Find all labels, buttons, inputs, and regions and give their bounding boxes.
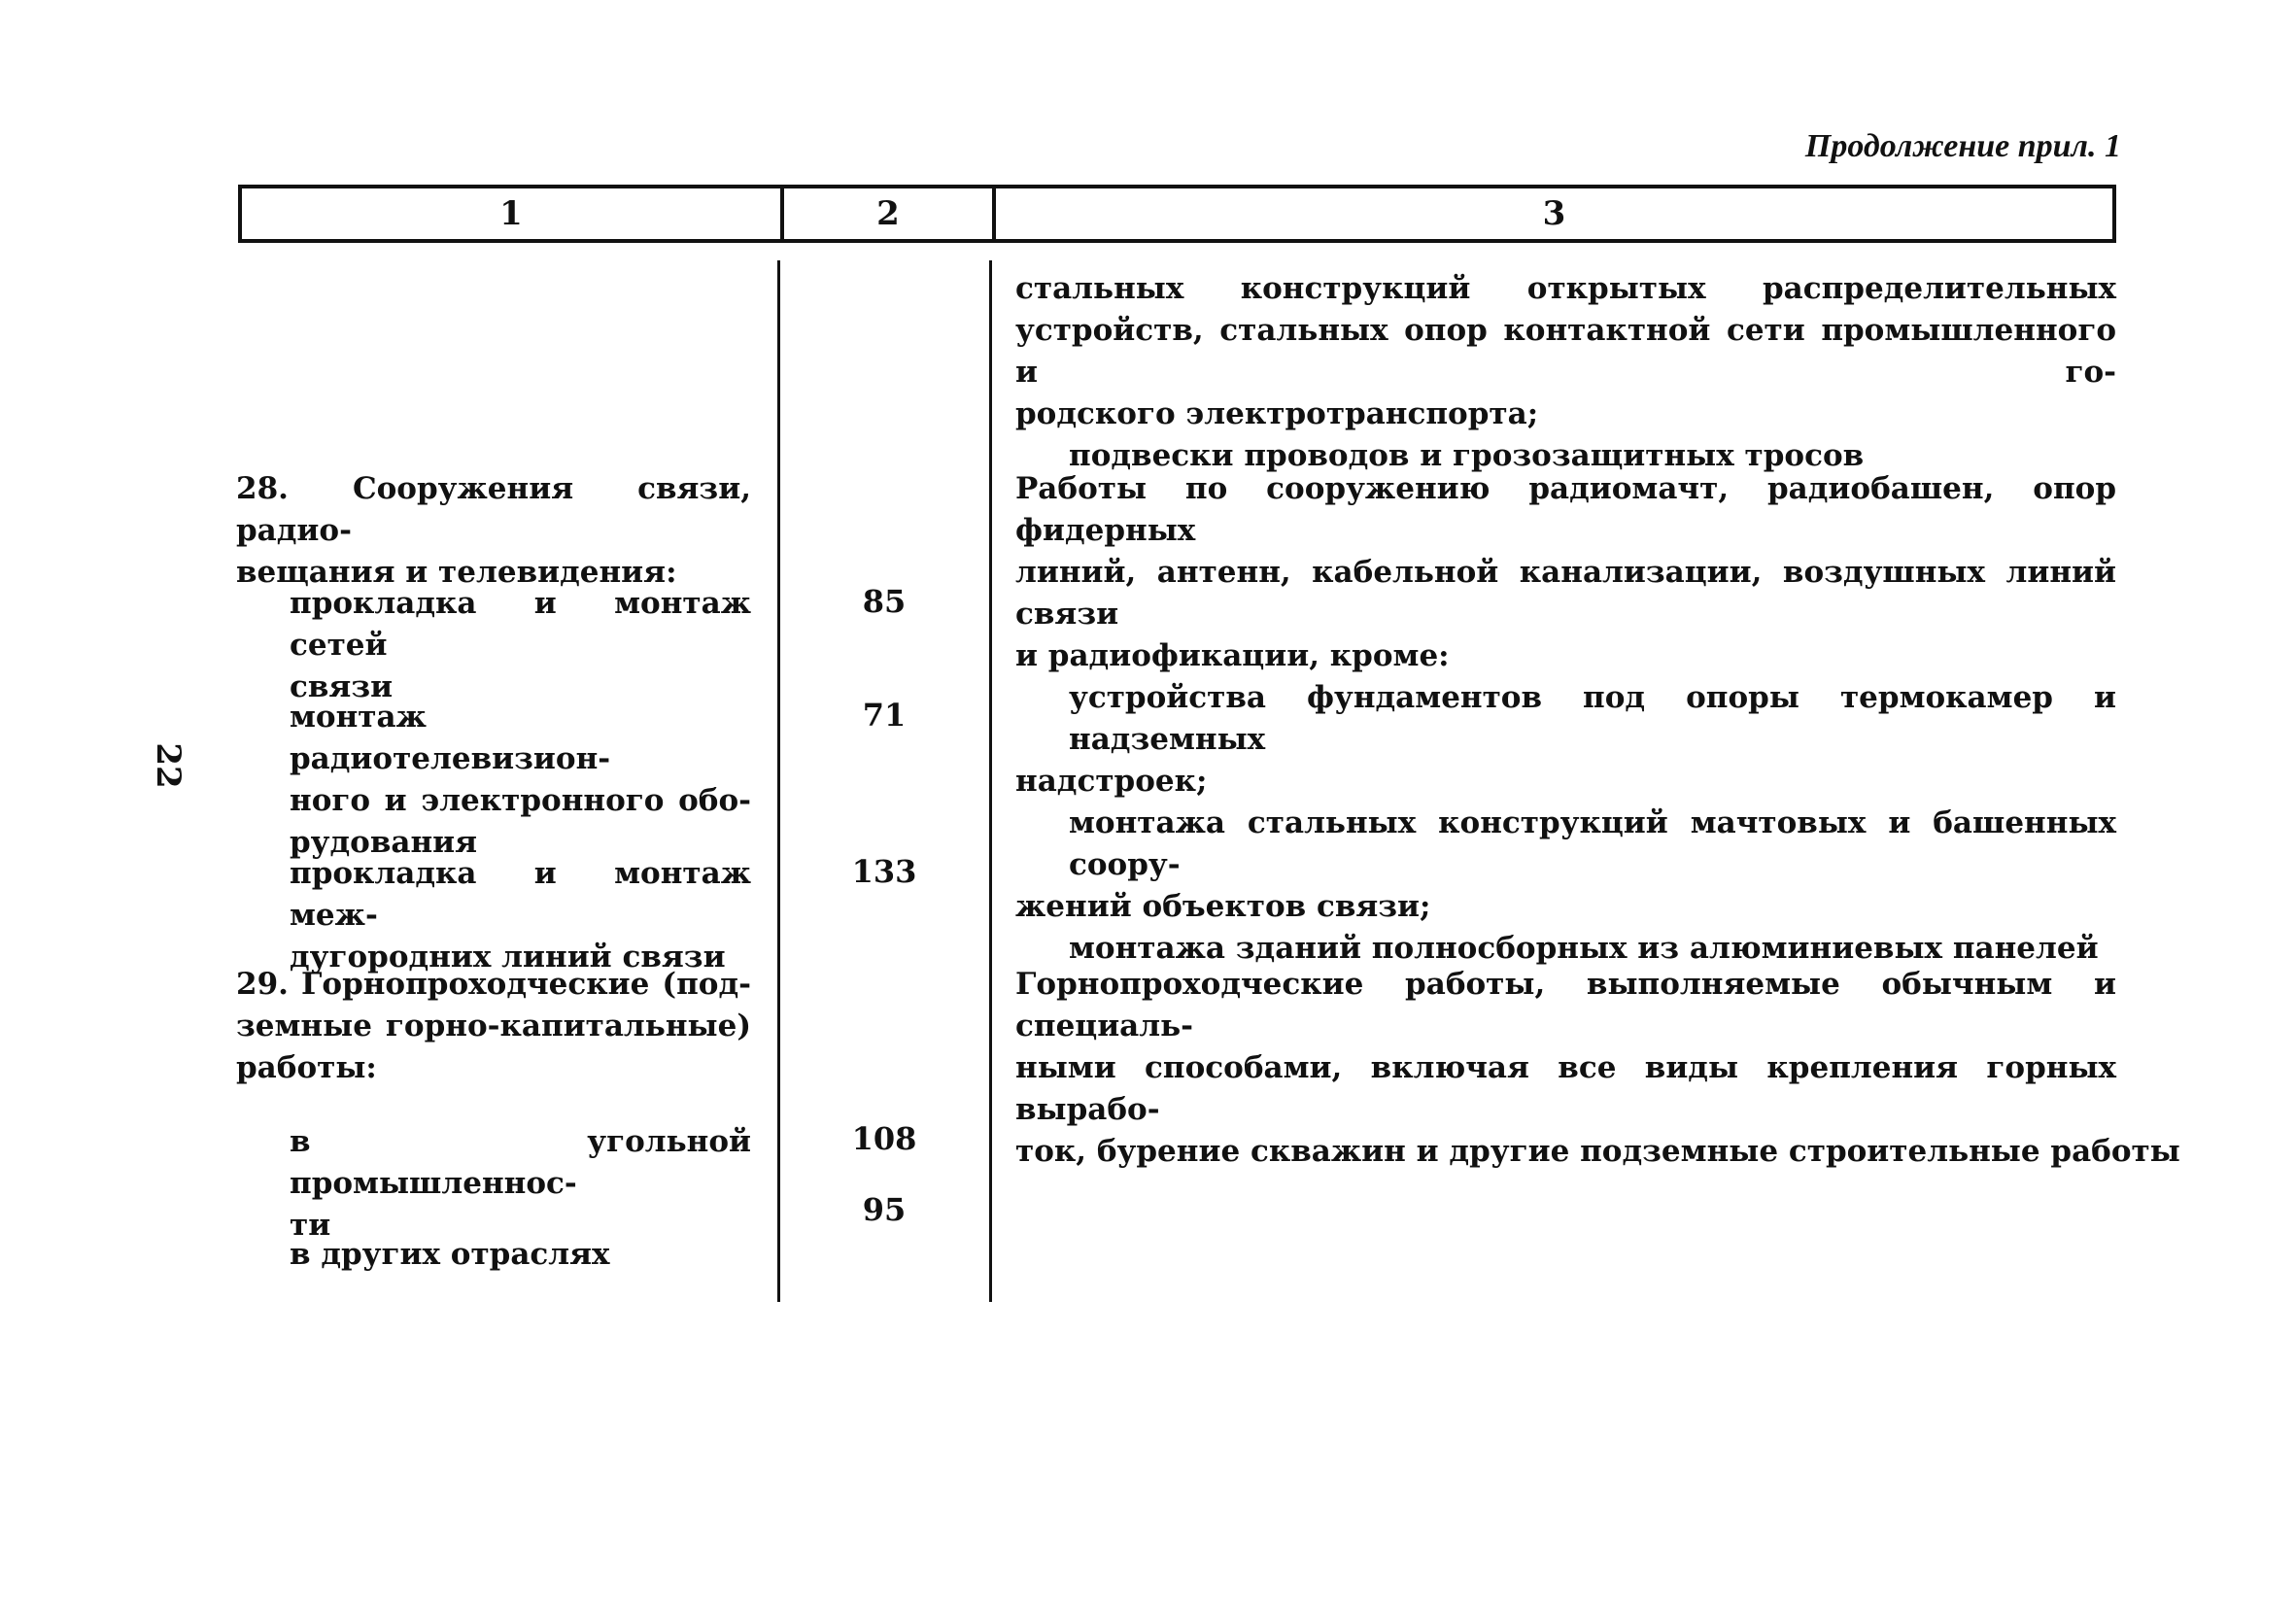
item-29-desc-line-1: Горнопроходческие работы, выполняемые обычным и специаль- [1015,967,2116,1043]
item-29-sub-1 [290,1121,751,1247]
item-28-desc-line-3: и радиофикации, кроме: [1015,638,1450,673]
item-28-sub-2-value: 71 [862,697,907,734]
item-29-desc-line-3: ток, бурение скважин и другие подземные строительные работы [1015,1134,2180,1169]
item-28-desc-line-5: надстроек; [1015,764,1208,799]
item-28-sub-1-line-1: прокладка и монтаж сетей [290,586,751,663]
column-divider-1 [777,260,780,1302]
item-28-desc-line-1: Работы по сооружению радиомачт, радиобашен, опор фидерных [1015,471,2116,548]
item-28-desc-line-6: монтажа стальных конструкций мачтовых и башенных соору- [1069,805,2116,882]
continuation-description [1015,268,2116,477]
item-29-title-line-1: 29. Горнопроходческие (под- [236,967,751,1002]
item-29-title [236,964,751,1089]
cont-line-4: подвески проводов и грозозащитных тросов [1069,438,1865,473]
item-28-title [236,468,751,594]
item-28-desc-line-2: линий, антенн, кабельной канализации, воздушных линий связи [1015,555,2116,632]
item-28-desc-line-4: устройства фундаментов под опоры термокамер и надземных [1069,680,2116,757]
cont-line-3: родского электротранспорта; [1015,396,1539,431]
item-28-desc-line-7: жений объектов связи; [1015,889,1431,924]
item-28-sub-3-line-1: прокладка и монтаж меж- [290,856,751,933]
item-28-sub-2-line-1: монтаж радиотелевизион- [290,700,611,776]
header-col-2: 2 [784,188,996,239]
item-28-sub-3-line-2: дугородних линий связи [290,940,726,974]
item-29-desc-line-2: ными способами, включая все виды крепления горных вырабо- [1015,1050,2116,1127]
item-29-sub-2-line-1: в других отраслях [290,1237,610,1272]
item-28-sub-3 [290,853,751,978]
cont-line-1: стальных конструкций открытых распределительных [1015,271,2116,306]
item-29-sub-1-value: 108 [851,1120,917,1157]
item-28-sub-2-line-3: рудования [290,825,478,860]
item-28-sub-2 [290,697,751,864]
item-28-sub-3-value: 133 [851,853,917,890]
page-number: 22 [149,742,188,789]
item-28-sub-1-value: 85 [862,583,907,620]
item-28-title-line-2: вещания и телевидения: [236,555,677,590]
header-col-3: 3 [1542,194,1566,233]
item-29-title-line-3: работы: [236,1050,377,1085]
item-29-sub-2-value: 95 [862,1191,907,1228]
item-28-sub-1 [290,583,751,708]
item-29-sub-2 [290,1234,751,1276]
item-28-description [1015,468,2116,970]
table-header [238,185,2116,243]
item-28-sub-1-line-2: связи [290,669,394,704]
header-col-1: 1 [242,188,784,239]
cont-line-2: устройств, стальных опор контактной сети промышленного и го- [1015,313,2116,390]
item-29-sub-1-line-1: в угольной промышленнос- [290,1124,751,1201]
item-29-description [1015,964,2180,1173]
continuation-label: Продолжение прил. 1 [1804,128,2121,164]
item-28-desc-line-8: монтажа зданий полносборных из алюминиевых панелей [1069,931,2099,966]
item-28-title-line-1: 28. Сооружения связи, радио- [236,471,751,548]
item-29-sub-1-line-2: ти [290,1208,331,1243]
column-divider-2 [989,260,992,1302]
item-29-title-line-2: земные горно-капитальные) [236,1009,751,1043]
item-28-sub-2-line-2: ного и электронного обо- [290,783,751,818]
